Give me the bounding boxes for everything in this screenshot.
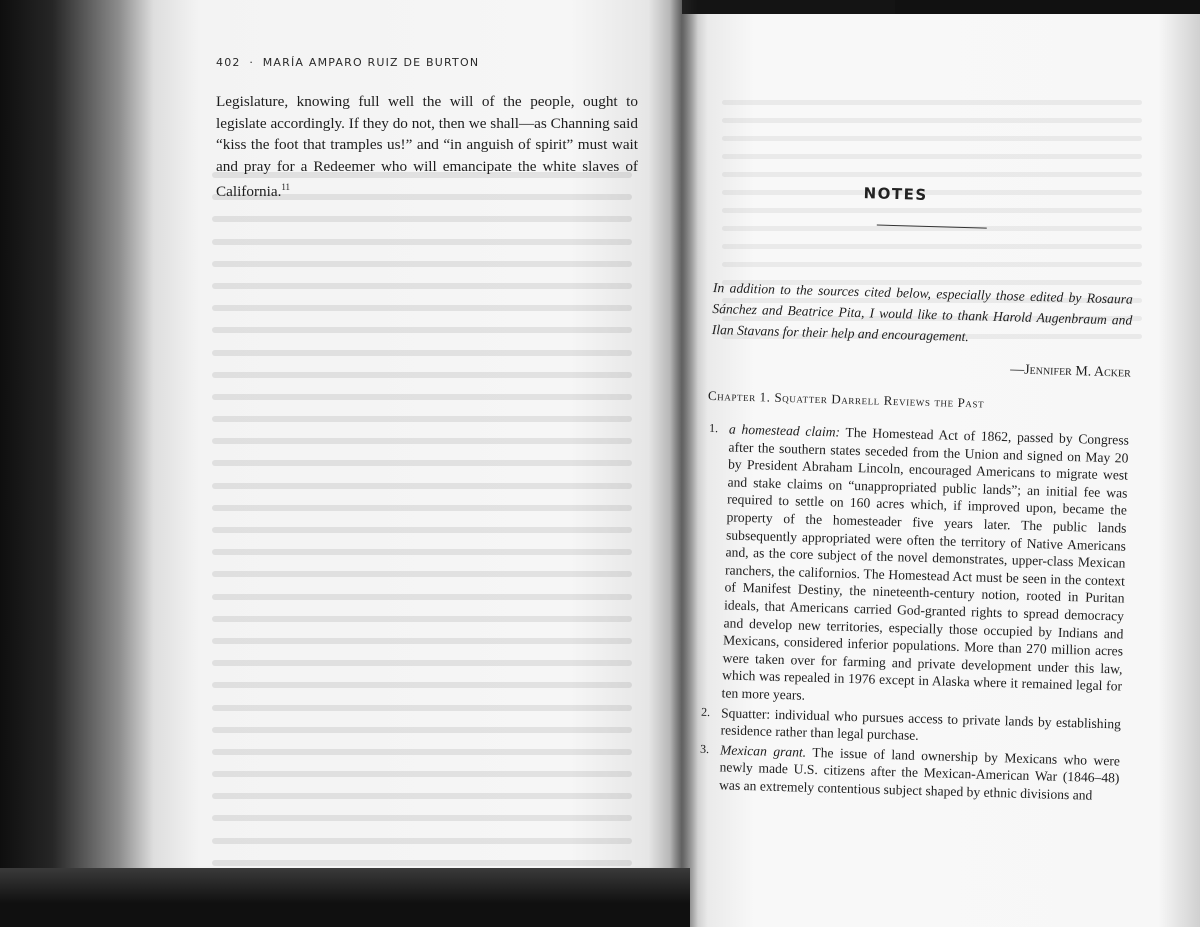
paragraph-text: Legislature, knowing full well the will of the people, ought to legislate accordingly. If they do not, then we shall—as Channing said “kiss the foot that tramples us!” and “in anguish of spirit” must wait and pray for a Redeemer who will emancipate the white slaves of California. [216, 93, 638, 201]
acknowledgment: In addition to the sources cited below, especially those edited by Rosaura Sánchez and Beatrice Pita, I would like to thank Harold Augenbraum and Ilan Stavans for their help and encouragement. [711, 279, 1134, 345]
note-item [699, 740, 1120, 804]
top-edge-shadow [895, 0, 1200, 14]
book-spine [670, 0, 698, 927]
body-paragraph [216, 91, 638, 203]
note-number: 3. [699, 741, 710, 756]
note-text: Squatter: individual who pursues access to private lands by establishing residence rather than legal purchase. [720, 704, 1122, 743]
right-page-content [699, 180, 1136, 807]
note-number: 1. [708, 420, 719, 436]
running-head [216, 56, 638, 69]
chapter-heading: Chapter 1. Squatter Darrell Reviews the Past [707, 387, 985, 411]
title-rule [877, 225, 987, 229]
notes-list [699, 420, 1129, 805]
running-head-author: MARÍA AMPARO RUIZ DE BURTON [262, 56, 480, 69]
show-through-text [212, 172, 632, 882]
running-head-separator: · [249, 56, 255, 69]
notes-title: NOTES [863, 184, 928, 204]
note-term: a homestead claim: [728, 421, 841, 440]
left-page-content [216, 56, 638, 203]
note-item [701, 420, 1129, 713]
note-number: 2. [700, 704, 711, 719]
page-number: 402 [216, 56, 241, 69]
footnote-reference: 11 [281, 182, 291, 192]
note-text: The Homestead Act of 1862, passed by Congress after the southern states seceded from the Union and signed on May 20 by President Abraham Lincoln, encouraged Americans to migrate west and stake claims on “unappropriated public lands”; an initial fee was required to settle on 160 acres which, if improved upon, became the property of the homesteader five years later. The public lands subsequently appropriated were often the territory of Native Americans and, as the core subject of the novel demonstrates, upper-class Mexican ranchers, the californios. The Homestead Act must be seen in the context of Manifest Destiny, the nineteenth-century notion, rooted in Puritan ideals, that Americans carried God-granted rights to spread democracy and develop new territories, especially those occupied by Indians and Mexicans, considered inferior populations. More than 270 million acres were taken over for farming and private development under this law, which was repealed in 1976 except in Alaska where it remained legal for ten more years. [721, 424, 1130, 703]
signature: —Jennifer M. Acker [1009, 362, 1131, 381]
note-text: The issue of land ownership by Mexicans who were newly made U.S. citizens after the Mexican-American War (1846–48) was an extremely contentious subject shaped by ethnic divisions and [718, 744, 1121, 803]
note-term: Mexican grant. [719, 742, 807, 760]
